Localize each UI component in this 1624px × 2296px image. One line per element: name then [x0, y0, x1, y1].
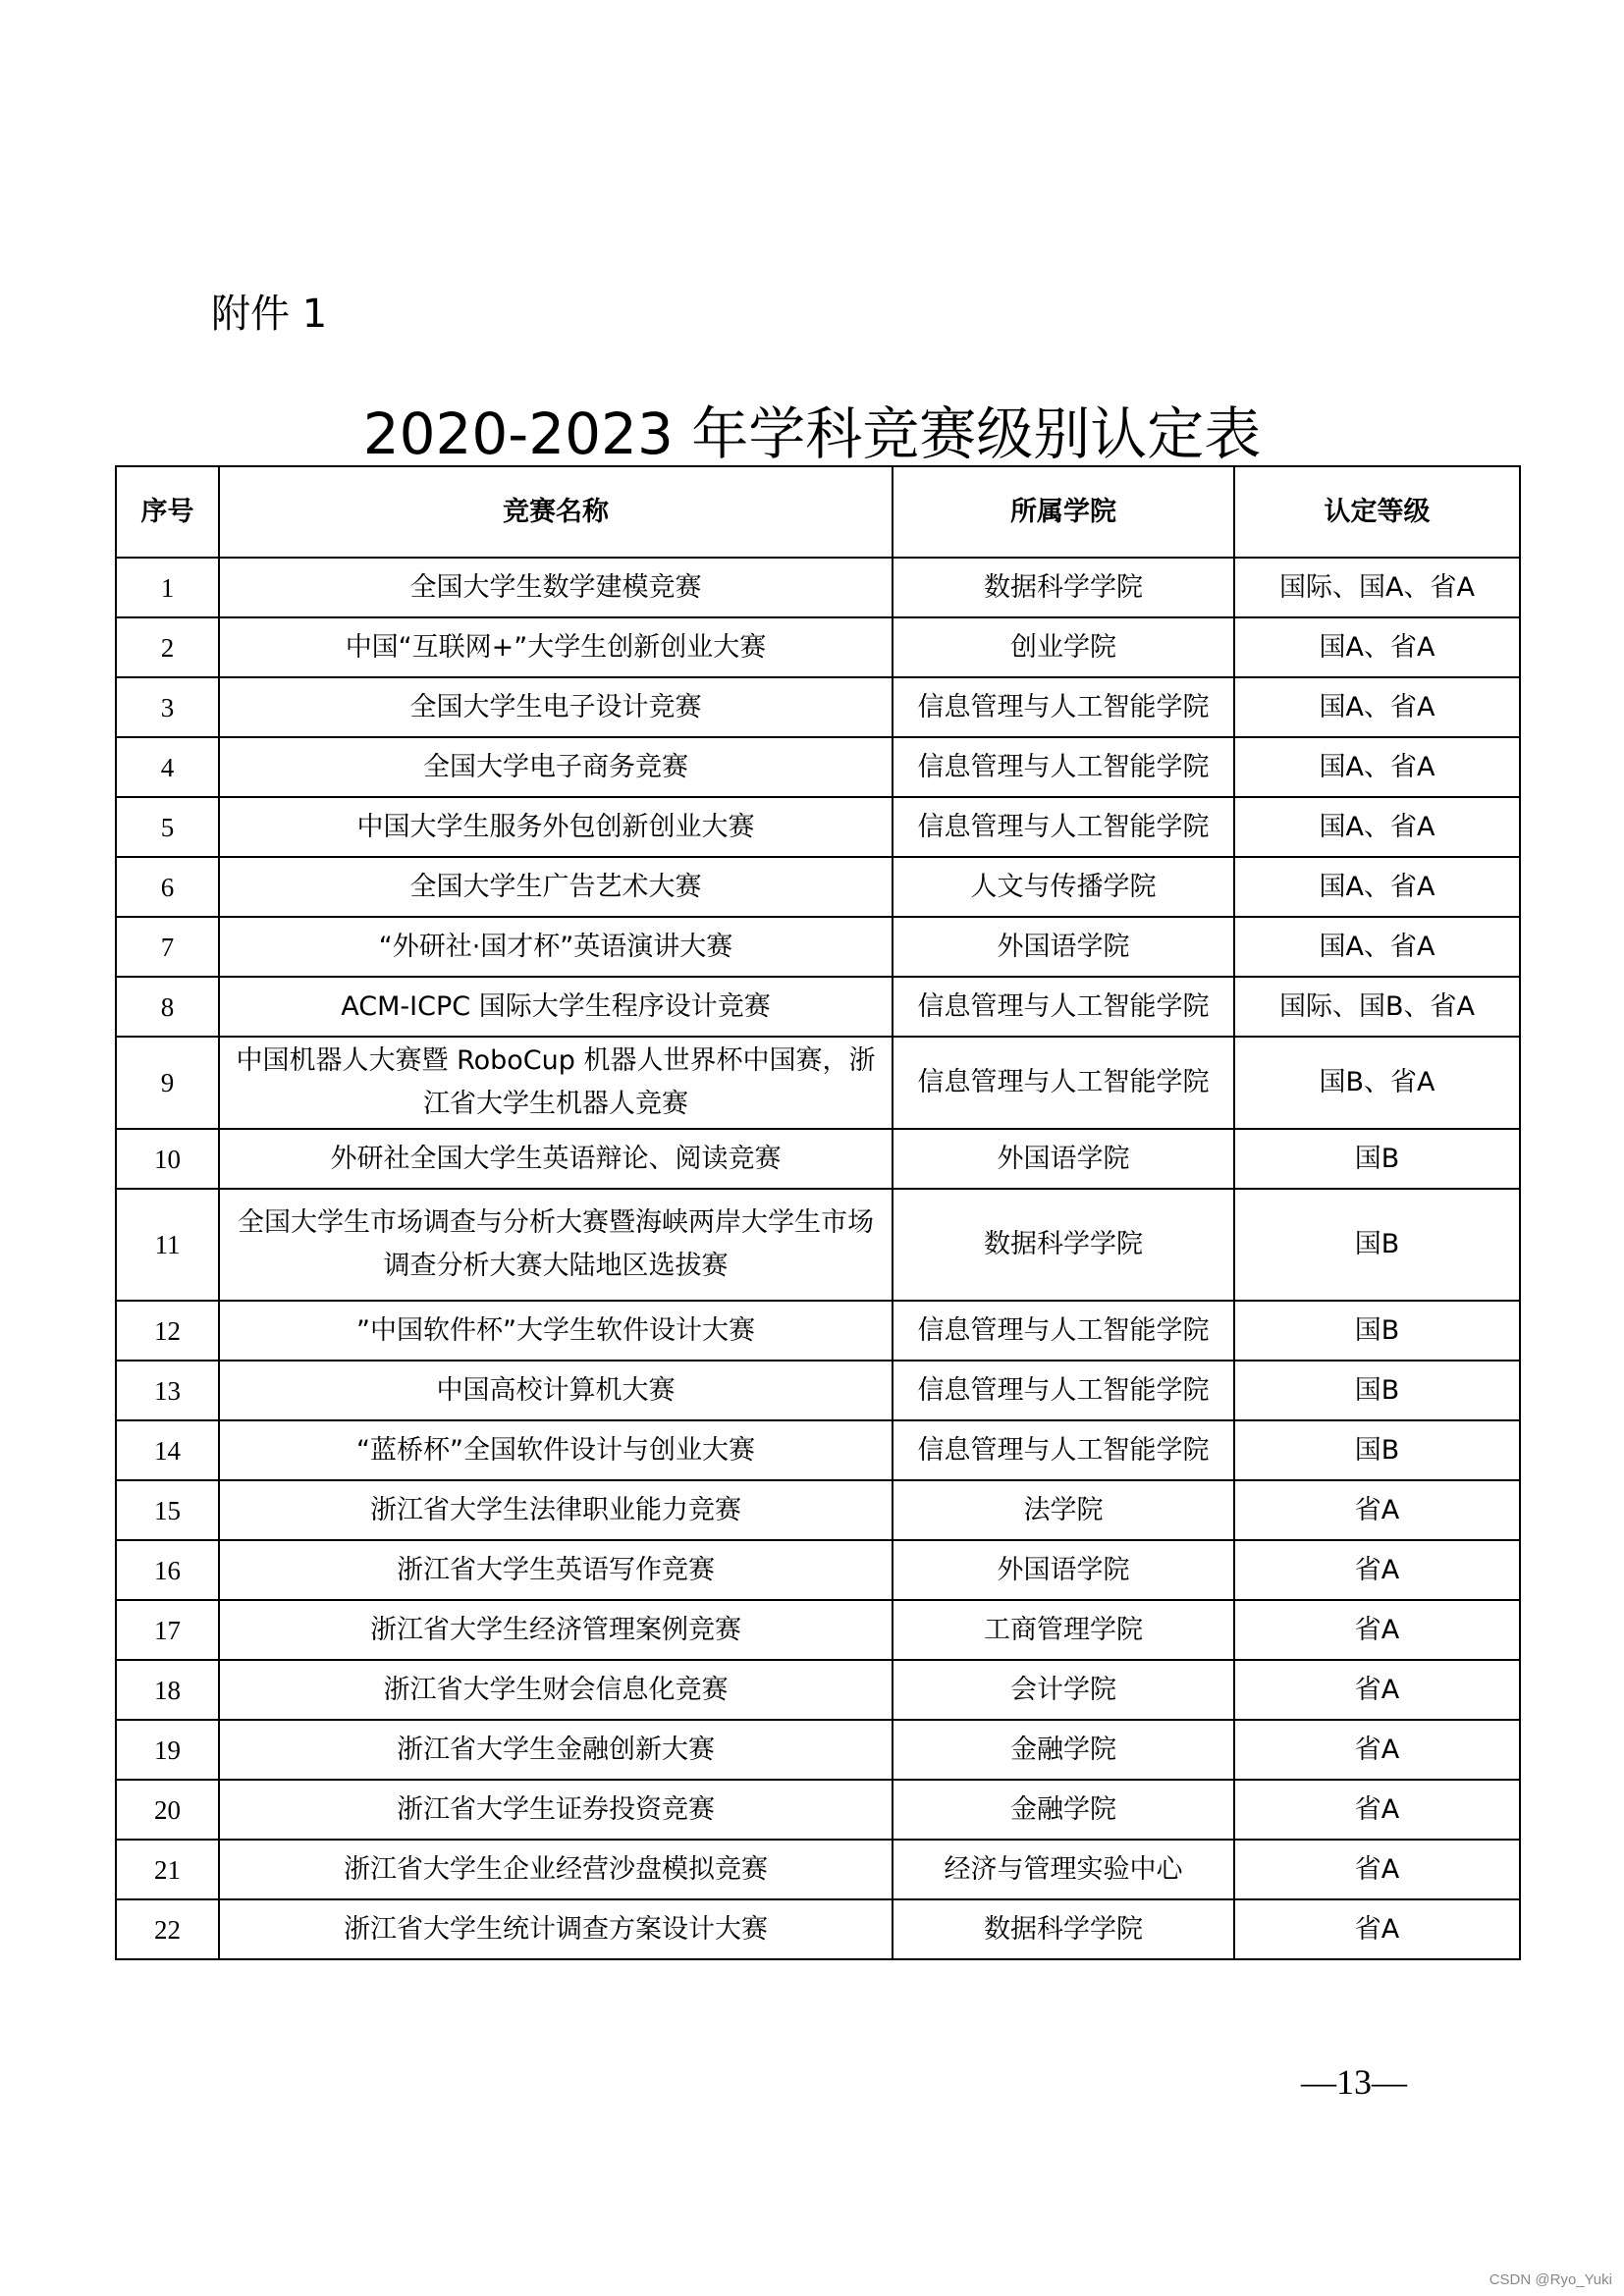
cell-level: 国B: [1234, 1189, 1520, 1301]
cell-college: 金融学院: [893, 1720, 1234, 1780]
cell-college: 工商管理学院: [893, 1600, 1234, 1660]
cell-number: 20: [116, 1780, 219, 1840]
cell-number: 3: [116, 677, 219, 737]
cell-level: 国A、省A: [1234, 917, 1520, 977]
table-header-row: [116, 466, 1520, 558]
table-row: [116, 1899, 1520, 1959]
table-row: [116, 1361, 1520, 1420]
cell-competition-name: 中国机器人大赛暨 RoboCup 机器人世界杯中国赛，浙江省大学生机器人竞赛: [219, 1037, 893, 1129]
cell-number: 6: [116, 857, 219, 917]
table-row: [116, 1420, 1520, 1480]
table-row: [116, 797, 1520, 857]
watermark: CSDN @Ryo_Yuki: [1489, 2271, 1612, 2288]
cell-level: 国B、省A: [1234, 1037, 1520, 1129]
cell-college: 外国语学院: [893, 1540, 1234, 1600]
cell-competition-name: 中国大学生服务外包创新创业大赛: [219, 797, 893, 857]
cell-number: 4: [116, 737, 219, 797]
cell-competition-name: 全国大学生电子设计竞赛: [219, 677, 893, 737]
table-row: [116, 1660, 1520, 1720]
cell-number: 14: [116, 1420, 219, 1480]
cell-competition-name: 浙江省大学生统计调查方案设计大赛: [219, 1899, 893, 1959]
cell-level: 国际、国B、省A: [1234, 977, 1520, 1037]
cell-level: 国B: [1234, 1361, 1520, 1420]
cell-number: 1: [116, 558, 219, 617]
cell-college: 数据科学学院: [893, 558, 1234, 617]
cell-college: 信息管理与人工智能学院: [893, 1301, 1234, 1361]
cell-number: 18: [116, 1660, 219, 1720]
cell-number: 22: [116, 1899, 219, 1959]
attachment-label: 附件 1: [211, 292, 328, 337]
cell-college: 外国语学院: [893, 1129, 1234, 1189]
cell-number: 11: [116, 1189, 219, 1301]
table-row: [116, 1780, 1520, 1840]
table-row: [116, 617, 1520, 677]
table-row: [116, 1301, 1520, 1361]
cell-competition-name: 浙江省大学生证券投资竞赛: [219, 1780, 893, 1840]
cell-college: 信息管理与人工智能学院: [893, 1420, 1234, 1480]
cell-level: 省A: [1234, 1660, 1520, 1720]
cell-level: 国A、省A: [1234, 617, 1520, 677]
cell-competition-name: 全国大学生市场调查与分析大赛暨海峡两岸大学生市场调查分析大赛大陆地区选拔赛: [219, 1189, 893, 1301]
table-row: [116, 1480, 1520, 1540]
cell-college: 外国语学院: [893, 917, 1234, 977]
cell-competition-name: 全国大学电子商务竞赛: [219, 737, 893, 797]
cell-competition-name: 浙江省大学生企业经营沙盘模拟竞赛: [219, 1840, 893, 1899]
cell-college: 信息管理与人工智能学院: [893, 1361, 1234, 1420]
cell-competition-name: 浙江省大学生金融创新大赛: [219, 1720, 893, 1780]
header-name: 竞赛名称: [219, 466, 893, 558]
cell-competition-name: 中国“互联网+”大学生创新创业大赛: [219, 617, 893, 677]
cell-college: 信息管理与人工智能学院: [893, 1037, 1234, 1129]
table-row: [116, 558, 1520, 617]
competition-table: [115, 465, 1521, 1960]
cell-number: 8: [116, 977, 219, 1037]
cell-college: 法学院: [893, 1480, 1234, 1540]
cell-number: 10: [116, 1129, 219, 1189]
cell-college: 金融学院: [893, 1780, 1234, 1840]
cell-number: 16: [116, 1540, 219, 1600]
cell-level: 国A、省A: [1234, 737, 1520, 797]
cell-competition-name: “外研社·国才杯”英语演讲大赛: [219, 917, 893, 977]
cell-college: 数据科学学院: [893, 1899, 1234, 1959]
cell-competition-name: ”中国软件杯”大学生软件设计大赛: [219, 1301, 893, 1361]
cell-number: 12: [116, 1301, 219, 1361]
cell-level: 省A: [1234, 1720, 1520, 1780]
table-row: [116, 857, 1520, 917]
cell-level: 国A、省A: [1234, 857, 1520, 917]
table-row: [116, 1840, 1520, 1899]
table-row: [116, 977, 1520, 1037]
page-title: 2020-2023 年学科竞赛级别认定表: [362, 400, 1262, 467]
cell-number: 21: [116, 1840, 219, 1899]
cell-college: 数据科学学院: [893, 1189, 1234, 1301]
cell-number: 7: [116, 917, 219, 977]
cell-level: 国B: [1234, 1420, 1520, 1480]
table-row: [116, 1037, 1520, 1129]
cell-college: 经济与管理实验中心: [893, 1840, 1234, 1899]
table-row: [116, 1720, 1520, 1780]
cell-level: 国A、省A: [1234, 677, 1520, 737]
cell-level: 省A: [1234, 1840, 1520, 1899]
cell-level: 国A、省A: [1234, 797, 1520, 857]
cell-college: 人文与传播学院: [893, 857, 1234, 917]
cell-level: 国际、国A、省A: [1234, 558, 1520, 617]
cell-college: 创业学院: [893, 617, 1234, 677]
cell-competition-name: 浙江省大学生英语写作竞赛: [219, 1540, 893, 1600]
cell-level: 省A: [1234, 1480, 1520, 1540]
table-row: [116, 1129, 1520, 1189]
cell-level: 国B: [1234, 1301, 1520, 1361]
cell-number: 19: [116, 1720, 219, 1780]
cell-number: 15: [116, 1480, 219, 1540]
table-row: [116, 1189, 1520, 1301]
header-college: 所属学院: [893, 466, 1234, 558]
cell-competition-name: 浙江省大学生财会信息化竞赛: [219, 1660, 893, 1720]
cell-competition-name: 浙江省大学生经济管理案例竞赛: [219, 1600, 893, 1660]
cell-number: 5: [116, 797, 219, 857]
cell-competition-name: 全国大学生广告艺术大赛: [219, 857, 893, 917]
cell-competition-name: 中国高校计算机大赛: [219, 1361, 893, 1420]
cell-college: 信息管理与人工智能学院: [893, 977, 1234, 1037]
cell-competition-name: 全国大学生数学建模竞赛: [219, 558, 893, 617]
cell-level: 国B: [1234, 1129, 1520, 1189]
table-row: [116, 917, 1520, 977]
page-number: —13—: [1301, 2062, 1407, 2102]
table-row: [116, 677, 1520, 737]
cell-college: 信息管理与人工智能学院: [893, 797, 1234, 857]
table-row: [116, 737, 1520, 797]
cell-number: 17: [116, 1600, 219, 1660]
cell-number: 13: [116, 1361, 219, 1420]
table-row: [116, 1600, 1520, 1660]
cell-number: 2: [116, 617, 219, 677]
table-row: [116, 1540, 1520, 1600]
cell-competition-name: “蓝桥杯”全国软件设计与创业大赛: [219, 1420, 893, 1480]
cell-level: 省A: [1234, 1600, 1520, 1660]
cell-college: 信息管理与人工智能学院: [893, 677, 1234, 737]
header-level: 认定等级: [1234, 466, 1520, 558]
cell-college: 信息管理与人工智能学院: [893, 737, 1234, 797]
cell-competition-name: 外研社全国大学生英语辩论、阅读竞赛: [219, 1129, 893, 1189]
cell-level: 省A: [1234, 1540, 1520, 1600]
header-number: 序号: [116, 466, 219, 558]
cell-level: 省A: [1234, 1780, 1520, 1840]
cell-number: 9: [116, 1037, 219, 1129]
cell-level: 省A: [1234, 1899, 1520, 1959]
cell-competition-name: ACM-ICPC 国际大学生程序设计竞赛: [219, 977, 893, 1037]
cell-competition-name: 浙江省大学生法律职业能力竞赛: [219, 1480, 893, 1540]
cell-college: 会计学院: [893, 1660, 1234, 1720]
